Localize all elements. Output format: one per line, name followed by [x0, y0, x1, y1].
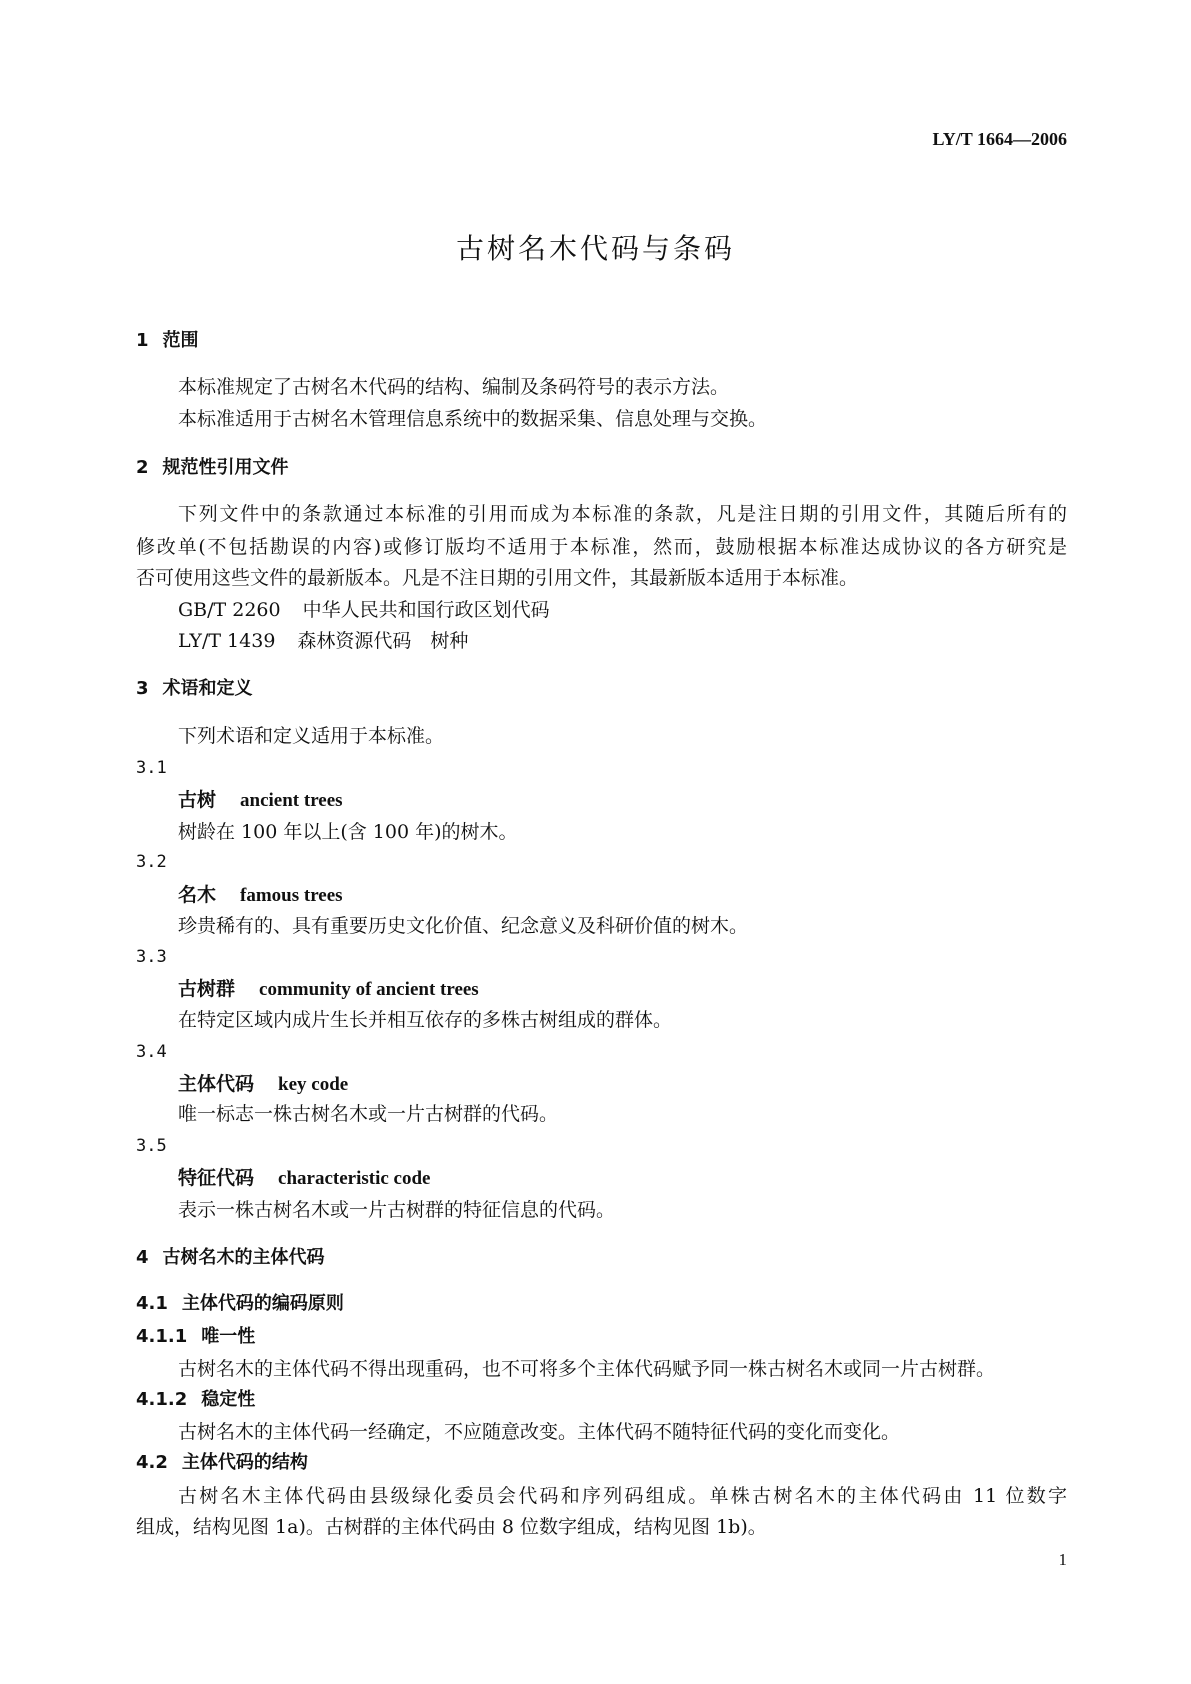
paragraph-line: 古树名木的主体代码不得出现重码，也不可将多个主体代码赋予同一株古树名木或同一片古树群。 — [178, 1358, 996, 1380]
term-number: 3.2 — [136, 852, 167, 872]
term-zh: 古树群 — [178, 978, 236, 1000]
section-4-2-heading — [136, 1451, 308, 1475]
section-number: 4.2 — [136, 1452, 168, 1473]
reference-code: GB/T 2260 — [178, 599, 281, 621]
paragraph-line: 下列文件中的条款通过本标准的引用而成为本标准的条款，凡是注日期的引用文件，其随后所有的 — [178, 503, 1067, 525]
section-number: 4.1.2 — [136, 1389, 188, 1410]
section-3-heading — [136, 677, 253, 701]
term-name — [178, 788, 343, 813]
paragraph-line: 古树名木主体代码由县级绿化委员会代码和序列码组成。单株古树名木的主体代码由 11 位数字 — [178, 1485, 1067, 1507]
section-title: 主体代码的编码原则 — [181, 1293, 344, 1314]
section-4-1-1-heading — [136, 1325, 255, 1349]
term-zh: 特征代码 — [178, 1167, 255, 1189]
reference-title: 森林资源代码 树种 — [297, 630, 469, 652]
paragraph-line: 下列术语和定义适用于本标准。 — [178, 725, 445, 747]
term-en: characteristic code — [278, 1168, 431, 1189]
section-4-1-2-heading — [136, 1388, 255, 1412]
term-definition: 树龄在 100 年以上(含 100 年)的树木。 — [178, 821, 518, 843]
section-title: 古树名木的主体代码 — [162, 1247, 325, 1268]
section-title: 范围 — [162, 330, 199, 351]
section-title: 稳定性 — [201, 1389, 256, 1410]
paragraph-line: 组成，结构见图 1a)。古树群的主体代码由 8 位数字组成，结构见图 1b)。 — [136, 1516, 767, 1538]
standard-number: LY/T 1664—2006 — [932, 129, 1067, 149]
section-1-heading — [136, 329, 199, 353]
section-title: 术语和定义 — [162, 678, 253, 699]
reference-title: 中华人民共和国行政区划代码 — [302, 599, 550, 621]
term-zh: 古树 — [178, 789, 217, 811]
term-definition: 珍贵稀有的、具有重要历史文化价值、纪念意义及科研价值的树木。 — [178, 915, 749, 937]
section-title: 规范性引用文件 — [162, 457, 289, 478]
term-name — [178, 977, 479, 1002]
paragraph-line: 古树名木的主体代码一经确定，不应随意改变。主体代码不随特征代码的变化而变化。 — [178, 1421, 901, 1443]
term-number: 3.1 — [136, 758, 167, 778]
term-en: famous trees — [240, 885, 343, 906]
section-2-heading — [136, 456, 289, 480]
section-4-1-heading — [136, 1292, 344, 1316]
term-number: 3.5 — [136, 1136, 167, 1156]
paragraph-line: 否可使用这些文件的最新版本。凡是不注日期的引用文件，其最新版本适用于本标准。 — [136, 567, 859, 589]
term-definition: 表示一株古树名木或一片古树群的特征信息的代码。 — [178, 1199, 616, 1221]
section-title: 唯一性 — [201, 1326, 256, 1347]
term-name — [178, 1072, 348, 1097]
paragraph-line: 本标准适用于古树名木管理信息系统中的数据采集、信息处理与交换。 — [178, 408, 768, 430]
section-number: 3 — [136, 678, 149, 699]
section-number: 1 — [136, 330, 149, 351]
section-number: 2 — [136, 457, 149, 478]
page-number: 1 — [1058, 1550, 1067, 1569]
term-name — [178, 1166, 430, 1191]
term-zh: 主体代码 — [178, 1073, 255, 1095]
term-zh: 名木 — [178, 884, 217, 906]
term-en: community of ancient trees — [259, 979, 479, 1000]
term-definition: 在特定区域内成片生长并相互依存的多株古树组成的群体。 — [178, 1009, 673, 1031]
term-en: key code — [278, 1074, 349, 1095]
page-title: 古树名木代码与条码 — [455, 232, 735, 265]
section-number: 4 — [136, 1247, 149, 1268]
paragraph-line: 本标准规定了古树名木代码的结构、编制及条码符号的表示方法。 — [178, 376, 730, 398]
normative-reference — [178, 598, 572, 622]
term-name — [178, 883, 343, 908]
section-number: 4.1 — [136, 1293, 168, 1314]
paragraph-line: 修改单(不包括勘误的内容)或修订版均不适用于本标准，然而，鼓励根据本标准达成协议的各方研究是 — [136, 536, 1067, 558]
section-4-heading — [136, 1246, 325, 1270]
term-number: 3.3 — [136, 947, 167, 967]
section-number: 4.1.1 — [136, 1326, 188, 1347]
section-title: 主体代码的结构 — [181, 1452, 308, 1473]
term-number: 3.4 — [136, 1042, 167, 1062]
term-definition: 唯一标志一株古树名木或一片古树群的代码。 — [178, 1103, 559, 1125]
reference-code: LY/T 1439 — [178, 630, 276, 652]
normative-reference — [178, 629, 490, 653]
term-en: ancient trees — [240, 790, 343, 811]
